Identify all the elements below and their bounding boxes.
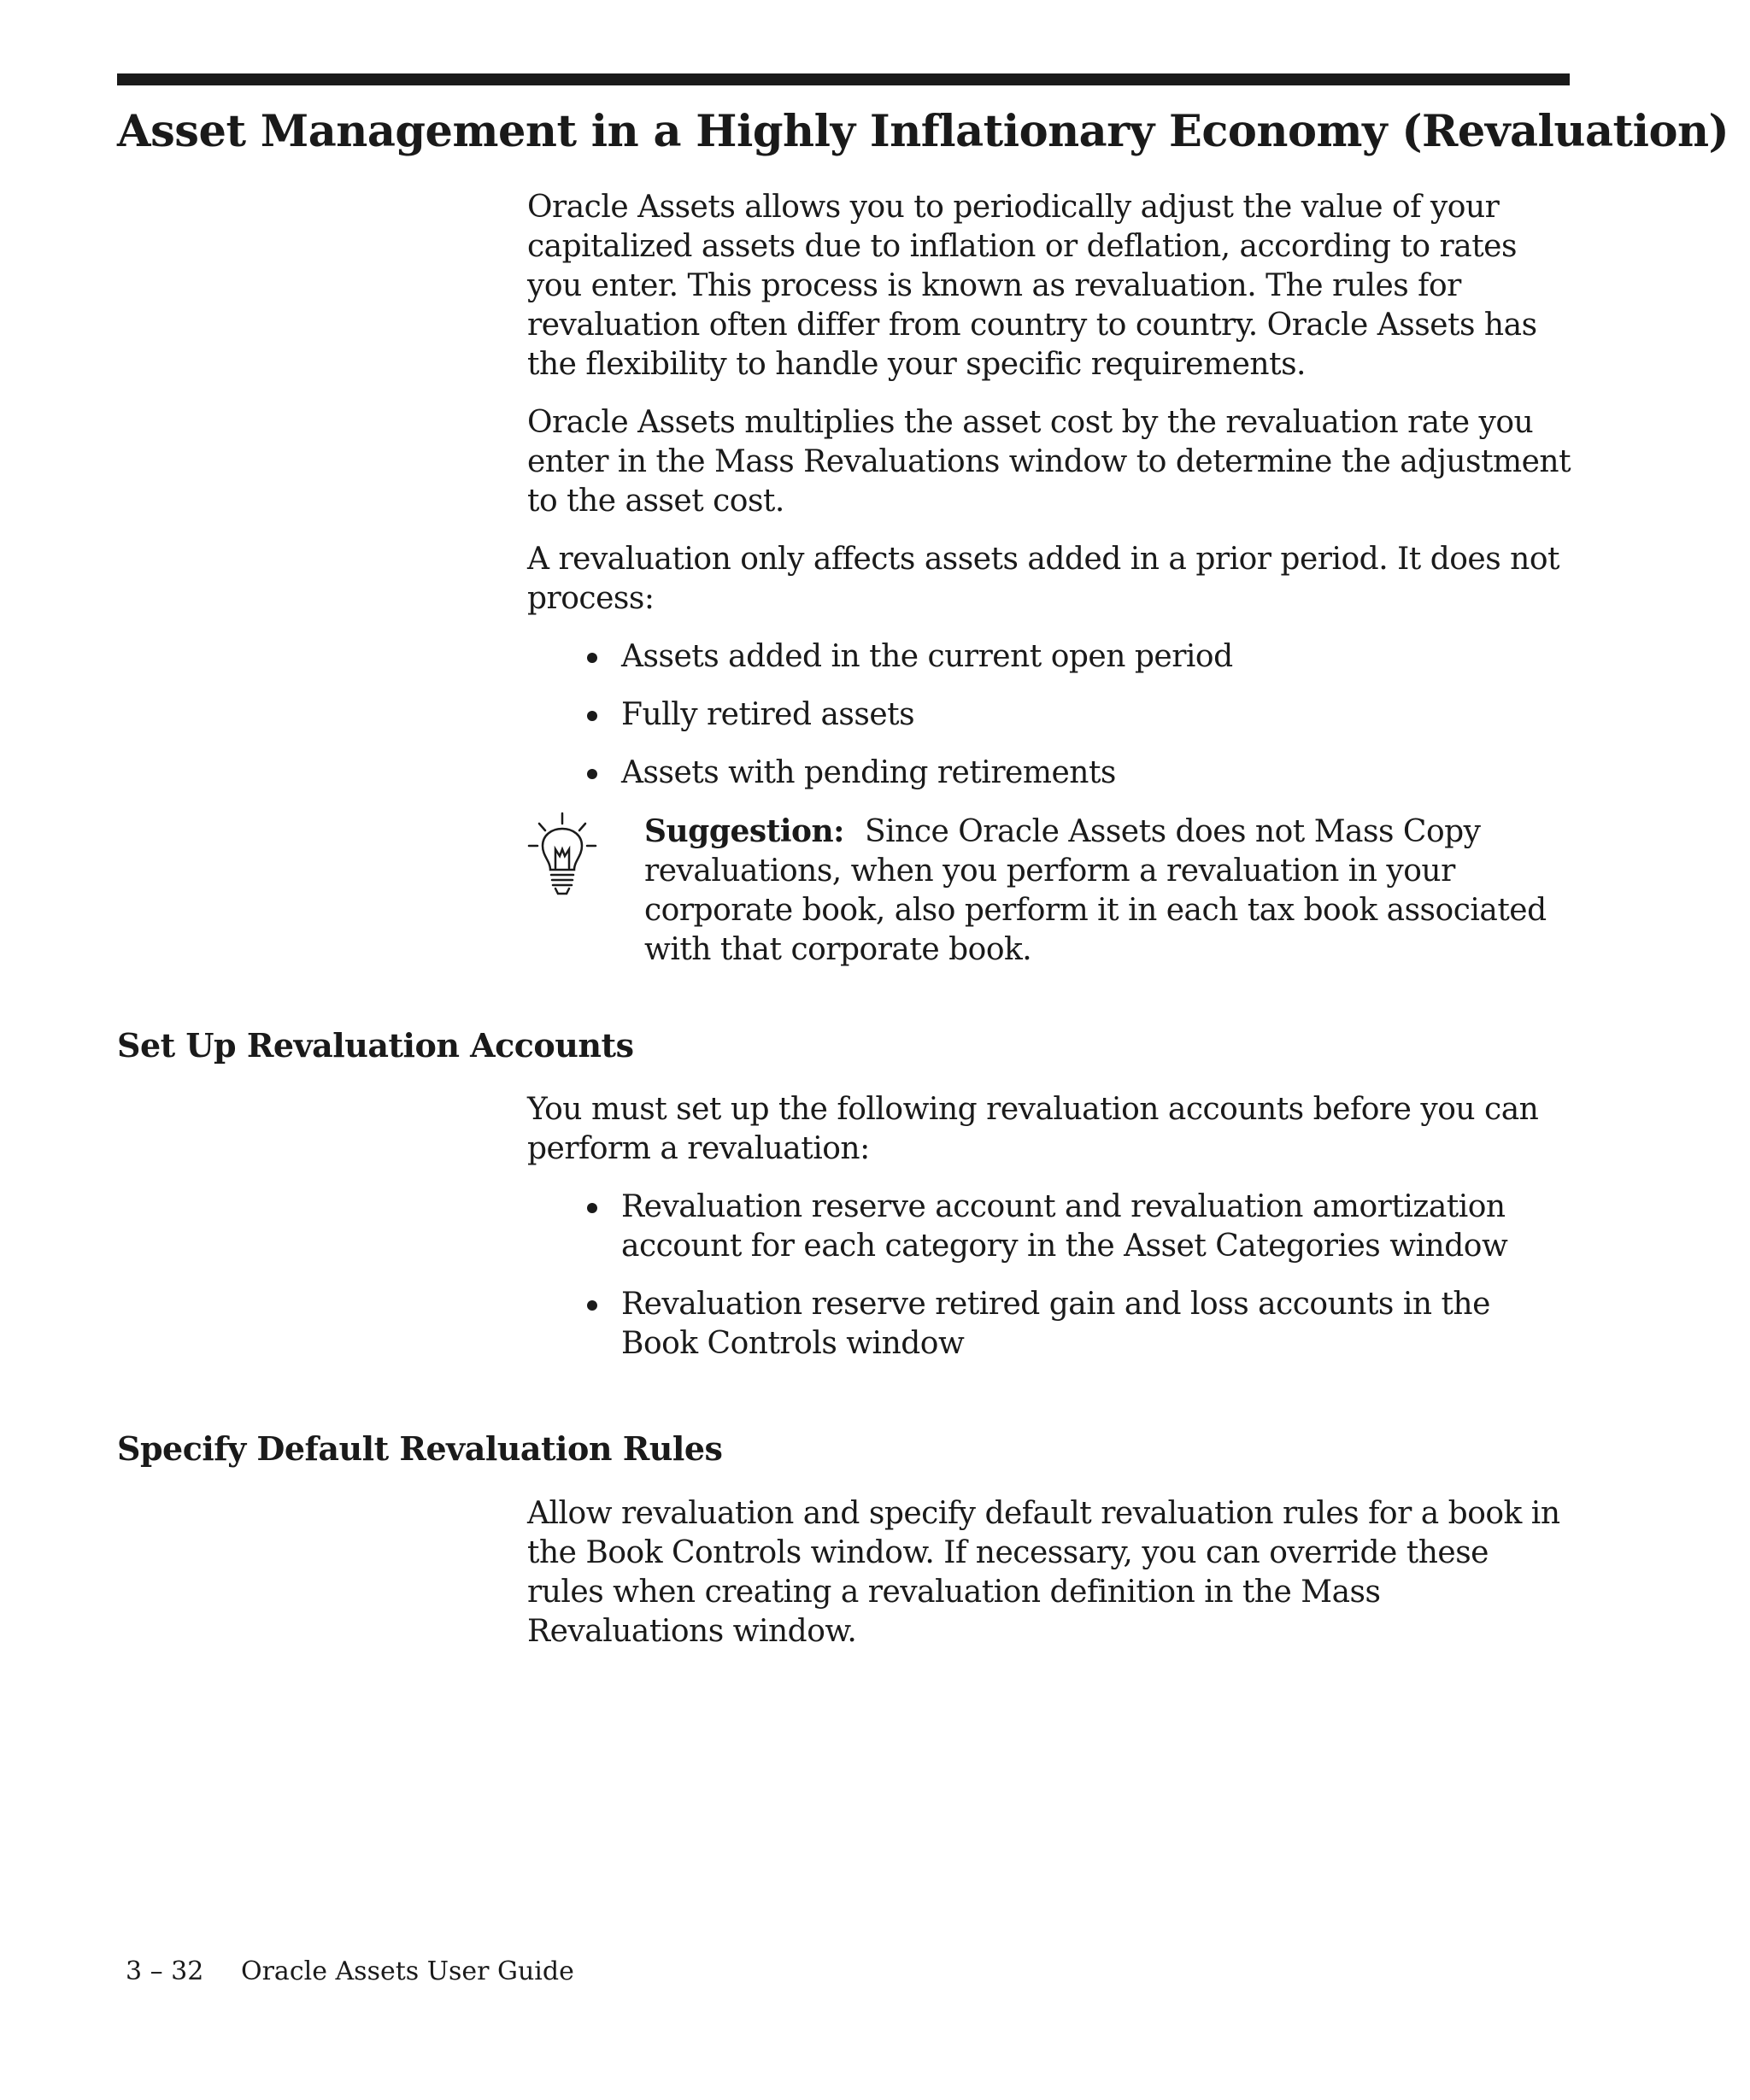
intro-paragraph-1: Oracle Assets allows you to periodically adjust the value of your capitalized assets due to inflation or deflation, according to rates you enter. This process is known as revaluation. The rules for revaluation often differ from country to country. Oracle Assets has the flexibility to handle your specific requirements. [527, 190, 1537, 382]
page-title: Asset Management in a Highly Inflationary Economy (Revaluation) [117, 106, 1729, 157]
list-item [527, 637, 1574, 677]
revaluation-accounts-paragraph: You must set up the following revaluation accounts before you can perform a revaluation: [527, 1092, 1539, 1166]
intro-paragraph-3: A revaluation only affects assets added in a prior period. It does not process: [527, 542, 1559, 616]
bullet-icon [587, 769, 597, 779]
top-rule [117, 73, 1570, 85]
section-heading-revaluation-accounts: Set Up Revaluation Accounts [117, 1026, 634, 1065]
list-item-text: Revaluation reserve account and revaluation amortization account for each category in the Asset Categories window [621, 1189, 1508, 1264]
suggestion-label: Suggestion: [644, 813, 844, 849]
lightbulb-icon [527, 812, 597, 902]
exclusion-list [527, 637, 1574, 793]
list-item-text: Assets added in the current open period [621, 639, 1233, 674]
intro-paragraph-2: Oracle Assets multiplies the asset cost by the revaluation rate you enter in the Mass Revaluations window to determine the adjustment to the asset cost. [527, 405, 1571, 519]
default-rules-body [527, 1494, 1574, 1670]
list-item-text: Revaluation reserve retired gain and loss accounts in the Book Controls window [621, 1287, 1490, 1361]
list-item-text: Fully retired assets [621, 697, 915, 732]
accounts-list [527, 1188, 1574, 1364]
bullet-icon [587, 1203, 597, 1213]
bullet-icon [587, 711, 597, 721]
list-item [527, 1285, 1574, 1364]
bullet-icon [587, 1300, 597, 1311]
page-footer [126, 1956, 574, 1987]
list-item [527, 1188, 1574, 1266]
section-heading-default-rules: Specify Default Revaluation Rules [117, 1429, 723, 1468]
suggestion-note [527, 812, 1574, 970]
default-rules-paragraph: Allow revaluation and specify default revaluation rules for a book in the Book Controls window. If necessary, you can override these rules when creating a revaluation definition in the Mass Revaluations window. [527, 1496, 1560, 1649]
suggestion-text: Since Oracle Assets does not Mass Copy revaluations, when you perform a revaluation in your corporate book, also perform it in each tax book associated with that corporate book. [644, 814, 1547, 967]
page-number: 3 – 32 [126, 1956, 204, 1986]
revaluation-accounts-body [527, 1090, 1574, 1382]
book-title: Oracle Assets User Guide [241, 1956, 574, 1986]
bullet-icon [587, 653, 597, 663]
list-item [527, 695, 1574, 735]
intro-body [527, 188, 1574, 970]
list-item-text: Assets with pending retirements [621, 755, 1116, 790]
list-item [527, 754, 1574, 793]
